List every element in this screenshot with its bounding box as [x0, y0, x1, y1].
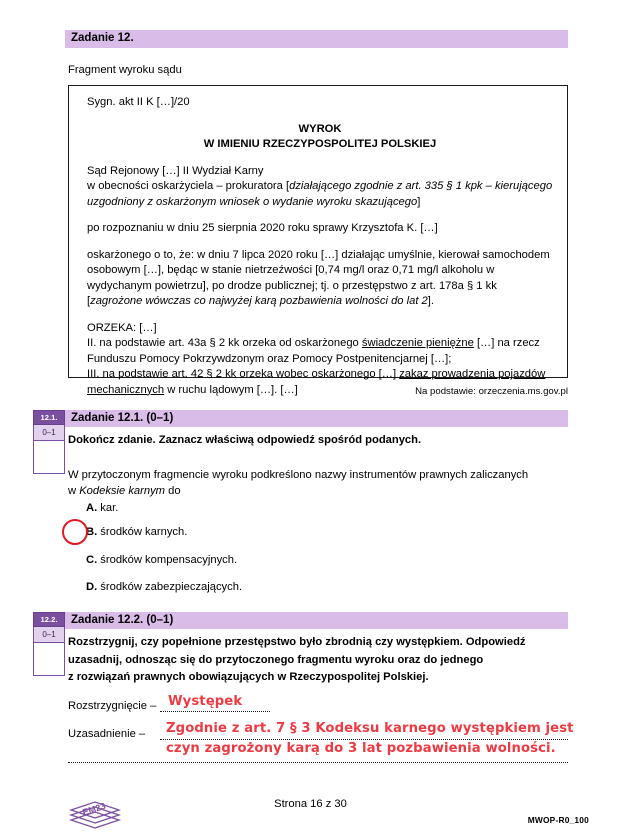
verdict-ruling-iii-a: III. na podstawie art. 42 § 2 kk orzeka wobec oskarżonego […] [87, 368, 400, 380]
handwritten-justification-line-1: Zgodnie z art. 7 § 3 Kodeksu karnego występkiem jest [166, 721, 574, 736]
decision-label: Rozstrzygnięcie – [68, 700, 157, 712]
verdict-signature: Sygn. akt II K […]/20 [87, 96, 190, 108]
answer-option-b[interactable] [86, 526, 187, 538]
verdict-court-line2-italic: działającego zgodnie z art. 335 § 1 kpk – kierującego uzgodniony z oskarżonym wniosek o wydanie wyroku skazującego [87, 180, 553, 208]
verdict-ruling-ii-b: […] na rzecz Funduszu Pomocy Pokrzywdzonym oraz Pomocy Postpenitencjarnej […]; [87, 337, 540, 365]
answer-option-a-letter: A. [86, 502, 98, 514]
verdict-ruling-ii [87, 336, 553, 367]
page-number: Strona 16 z 30 [274, 798, 347, 810]
verdict-title-line1: WYROK [298, 122, 342, 135]
svg-text:EM23: EM23 [81, 800, 107, 818]
task-12-1-stem [68, 467, 568, 499]
handwritten-decision-answer: Występek [168, 694, 243, 709]
task-12-2-header: Zadanie 12.2. (0–1) [65, 612, 568, 629]
verdict-title-line2: W IMIENIU RZECZYPOSPOLITEJ POLSKIEJ [203, 138, 437, 150]
verdict-ruling-iii-underlined: zakaz prowadzenia pojazdów mechanicznych [87, 368, 546, 396]
verdict-accusation-italic: zagrożone wówczas co najwyżej karą pozbawienia wolności do lat 2 [90, 295, 428, 307]
verdict-court-paragraph [87, 164, 553, 211]
score-box-12-1-range: 0–1 [33, 425, 65, 441]
verdict-accusation [87, 248, 553, 310]
answer-option-c-text: środków kompensacyjnych. [97, 554, 238, 566]
decision-answer-line[interactable] [160, 711, 270, 712]
score-box-12-2-blank[interactable] [33, 643, 65, 676]
verdict-ruling-iii-b: w ruchu lądowym […]. […] [164, 383, 298, 396]
score-box-12-2-range: 0–1 [33, 627, 65, 643]
task-12-2-instruction-line2: uzasadnij, odnosząc się do przytoczonego fragmentu wyroku oraz do jednego [68, 653, 484, 666]
sheet-code: MWOP-R0_100 [527, 815, 589, 825]
answer-option-c[interactable] [86, 554, 237, 566]
verdict-court-line2-end: ] [417, 195, 421, 208]
task-12-2-instruction [68, 634, 572, 687]
task-12-1-header: Zadanie 12.1. (0–1) [65, 410, 568, 427]
score-box-12-1-blank[interactable] [33, 441, 65, 474]
justification-answer-line-2[interactable] [68, 762, 568, 763]
task-12-intro: Fragment wyroku sądu [68, 64, 182, 76]
score-box-12-1 [33, 410, 65, 474]
verdict-court-line2-plain: w obecności oskarżyciela – prokuratora [ [87, 180, 290, 192]
answer-option-b-text: środków karnych. [97, 526, 188, 538]
verdict-accusation-plain-1: oskarżonego o to, że: w dniu 7 lipca 2020 roku […] działając umyślnie, kierował samochodem osobowym […], będąc w stanie nietrzeźwości [0,74 mg/l oraz 0,71 mg/l alkoholu w wydychanym powietrzu], po drodze publicznej; tj. o przestępstwo z art. 178a § 1 kk [ [87, 248, 550, 307]
answer-option-d-text: środków zabezpieczających. [97, 581, 243, 593]
task-12-2-instruction-line3: z rozwiązań prawnych obowiązujących w Rzeczypospolitej Polskiej. [68, 671, 429, 683]
task-12-1-instruction: Dokończ zdanie. Zaznacz właściwą odpowiedź spośród podanych. [68, 434, 422, 446]
task-12-header: Zadanie 12. [65, 30, 568, 48]
verdict-accusation-plain-2: ]. [427, 295, 434, 307]
justification-label: Uzasadnienie – [68, 728, 146, 740]
selected-answer-circle-marking [62, 519, 88, 545]
verdict-ruling-ii-a: II. na podstawie art. 43a § 2 kk orzeka od oskarżonego [87, 337, 362, 349]
answer-option-b-letter: B. [86, 526, 98, 538]
source-attribution: Na podstawie: orzeczenia.ms.gov.pl [415, 386, 568, 397]
handwritten-justification-line-2: czyn zagrożony karą do 3 lat pozbawienia wolności. [166, 741, 556, 756]
answer-option-a-text: kar. [97, 502, 119, 514]
answer-option-d-letter: D. [86, 581, 98, 593]
task-12-1-stem-line1: W przytoczonym fragmencie wyroku podkreślono nazwy instrumentów prawnych zaliczanych [68, 469, 529, 481]
answer-option-a[interactable] [86, 502, 118, 514]
answer-option-d[interactable] [86, 581, 242, 593]
score-box-12-1-number: 12.1. [33, 410, 65, 425]
task-12-2-instruction-line1: Rozstrzygnij, czy popełnione przestępstwo było zbrodnią czy występkiem. Odpowiedź [68, 636, 526, 648]
score-box-12-2-number: 12.2. [33, 612, 65, 627]
justification-answer-line-1[interactable] [160, 739, 568, 740]
verdict-recognition: po rozpoznaniu w dniu 25 sierpnia 2020 roku sprawy Krzysztofa K. […] [87, 222, 438, 234]
score-box-12-2 [33, 612, 65, 676]
task-12-1-stem-line2-plain: w [68, 485, 80, 497]
answer-option-c-letter: C. [86, 554, 98, 566]
task-12-1-stem-line2-end: do [165, 485, 181, 497]
verdict-ruling-ii-underlined: świadczenie pieniężne [361, 337, 474, 349]
verdict-ruling-header: ORZEKA: […] [87, 321, 157, 334]
task-12-1-stem-line2-italic: Kodeksie karnym [79, 485, 165, 497]
verdict-court-line1: Sąd Rejonowy […] II Wydział Karny [87, 164, 264, 177]
